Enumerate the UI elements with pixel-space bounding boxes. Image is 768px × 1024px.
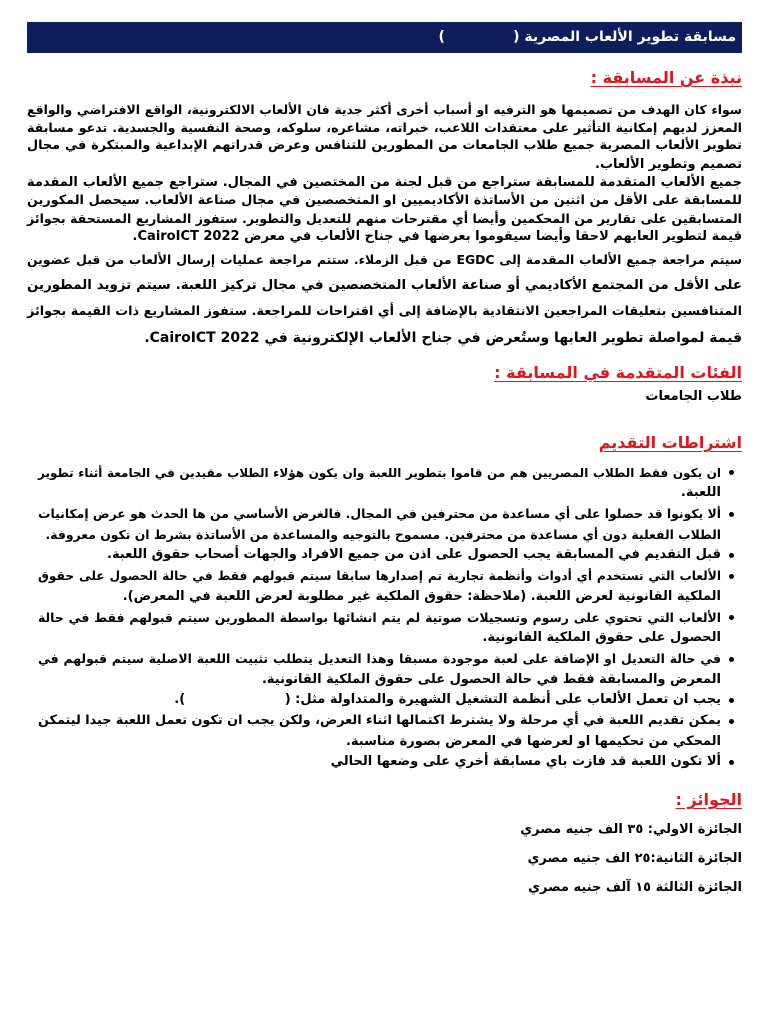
about-paragraph <box>27 174 742 247</box>
requirement-line: اللعبة. <box>680 485 721 501</box>
categories-heading: الفئات المتقدمة في المسابقة : <box>494 363 742 382</box>
about-paragraph <box>27 247 742 351</box>
title-bar <box>27 22 742 53</box>
requirement-item <box>38 545 742 566</box>
paragraph-line: سواء كان الهدف من تصميمها هو الترفيه او أسباب أخرى أكثر جدية فان الألعاب الالكترونية، الواقع الافتراضي والواقع <box>27 102 742 117</box>
paragraph-line: للمسابقة على الأقل من اثنين من الأساتذة الأكاديميين او المتخصصين في مجال صناعة الألعاب. سيحصل المكورين <box>27 193 742 209</box>
requirement-line: في حالة التعديل او الإضافة على لعبة موجودة مسبقا وهذا التعديل يتطلب تثبيت اللعبة الاصلية سيتم قبولهم في <box>38 650 721 666</box>
paragraph-line: قيمة لمواصلة تطوير العابها وستُعرض في جناح الألعاب الإلكترونية في CairoICT 2022. <box>144 329 742 346</box>
requirement-line: الألعاب التي تستخدم أي أدوات وأنظمة تجارية تم إصدارها سابقا سيتم قبولهم فقط في حالة الحصول على حقوق <box>38 569 721 584</box>
requirement-line: ان يكون فقط الطلاب المصريين هم من قاموا بتطوير اللعبة وان يكون هؤلاء الطلاب مقيدين في الجامعة أثناء تطوير <box>38 465 721 480</box>
bullet-icon <box>729 657 734 662</box>
requirement-item <box>38 690 742 711</box>
prize-second: الجائزة الثانية:٢٥ الف جنيه مصري <box>527 851 742 866</box>
bullet-icon <box>729 512 734 517</box>
paragraph-line: المعزز لديهم إمكانية التأثير على معتقدات اللاعب، خبراته، مشاعره، سلوكه، وصحة النفسية والجسدية. تدعو مسابقة <box>27 120 742 136</box>
paragraph-line: سيتم مراجعة جميع الألعاب المقدمة إلى EGDC من قبل الزملاء. ستتم مراجعة عمليات إرسال الألعاب من قبل عضوين <box>27 251 742 267</box>
paragraph-line: تطوير الألعاب المصرية جميع طلاب الجامعات من المطورين للتنافس وعرض قدراتهم الإبداعية والمبتكرة في مجال <box>27 138 742 154</box>
requirement-line: يمكن تقديم اللعبة في أي مرحلة ولا يشترط اكتمالها اثناء العرض، ولكن يجب ان تكون تعمل اللعبة جيدا ليتمكن <box>38 713 721 729</box>
requirement-line: ألا يكونوا قد حصلوا على أي مساعدة من محترفين في المجال. فالغرض الأساسي من ها الحدث هو عرض إمكانيات <box>38 506 721 521</box>
requirement-line: الطلاب الفعلية دون أي مساعدة من محترفين. مسموح بالتوجيه والمساعدة من الأساتذة بشرط ان تكون معروفة. <box>45 526 721 542</box>
bullet-icon <box>729 615 734 620</box>
requirement-line: ألا تكون اللعبة قد فازت باي مسابقة أخري على وضعها الحالي <box>330 754 721 770</box>
bullet-icon <box>729 470 734 475</box>
paragraph-line: تصميم وتطوير الألعاب. <box>595 156 742 172</box>
requirement-line: المحكي من تحكيمها او لعرضها في المعرض بصورة مناسبة. <box>345 733 721 749</box>
requirement-line: المعرض والمسابقة فقط في حالة الحصول على حقوق الملكية القانونية. <box>261 671 721 687</box>
requirement-line: الحصول على حقوق الملكية القانونية. <box>482 630 721 646</box>
requirement-item <box>38 463 742 504</box>
paragraph-line: جميع الألعاب المتقدمة للمسابقة ستراجع من قبل لجنة من المختصين في المجال. ستراجع جميع الألعاب المقدمة <box>27 174 742 190</box>
requirement-line: الملكية القانونية لعرض اللعبة. (ملاحظة: حقوق الملكية غير مطلوبة لعرض اللعبة في المعرض). <box>122 588 721 604</box>
requirements-heading: اشتراطات التقديم <box>598 433 742 452</box>
requirement-line: الألعاب التي تحتوي على رسوم وتسجيلات صوتية لم يتم انشائها بواسطة المطورين سيتم قبولهم فقط في حالة <box>38 609 721 625</box>
requirements-list <box>38 463 742 774</box>
category-item: طلاب الجامعات <box>645 389 742 404</box>
document-title: مسابقة تطوير الألعاب المصرية ( ) <box>438 29 736 45</box>
requirement-line: قبل التقديم في المسابقة يجب الحصول على اذن من جميع الافراد والجهات أصحاب حقوق اللعبة. <box>107 547 721 563</box>
requirement-line: يجب ان تعمل الألعاب على أنظمة التشغيل الشهيرة والمتداولة مثل: ( ). <box>174 692 721 708</box>
bullet-icon <box>729 760 734 765</box>
requirement-item <box>38 504 742 545</box>
prize-first: الجائزة الاولي: ٣٥ الف جنيه مصري <box>520 822 742 837</box>
requirement-item <box>38 649 742 690</box>
paragraph-line: المتنافسين بتعليقات المراجعين الانتقادية بالإضافة إلى أي اقتراحات للمراجعة. ستفوز المشاريع ذات القيمة بجوائز <box>27 303 742 319</box>
requirement-item <box>38 566 742 607</box>
about-heading: نبذة عن المسابقة : <box>590 68 742 87</box>
bullet-icon <box>729 574 734 579</box>
requirement-item <box>38 752 742 773</box>
paragraph-line: المتسابقين على تقارير من المحكمين وأيضا أي مقترحات منهم للتعديل والتطوير. ستفوز المشاريع المستحقة بجوائز <box>27 211 742 227</box>
about-section <box>27 101 742 351</box>
requirement-item <box>38 608 742 649</box>
paragraph-line: على الأقل من المجتمع الأكاديمي أو صناعة الألعاب المتخصصين في مجال تركيز اللعبة. سيتم تزويد المطورين <box>27 277 742 293</box>
bullet-icon <box>729 698 734 703</box>
bullet-icon <box>729 719 734 724</box>
paragraph-line: قيمة لتطوير العابهم لاحقا وأيضا سيقوموا بعرضها في جناح الألعاب في معرض CairoICT 2022. <box>132 229 742 245</box>
prize-third: الجائزة الثالثة ١٥ آلف جنيه مصري <box>528 880 742 895</box>
bullet-icon <box>729 553 734 558</box>
requirement-item <box>38 711 742 752</box>
prizes-heading: الجوائز : <box>675 790 742 809</box>
about-paragraph <box>27 101 742 174</box>
